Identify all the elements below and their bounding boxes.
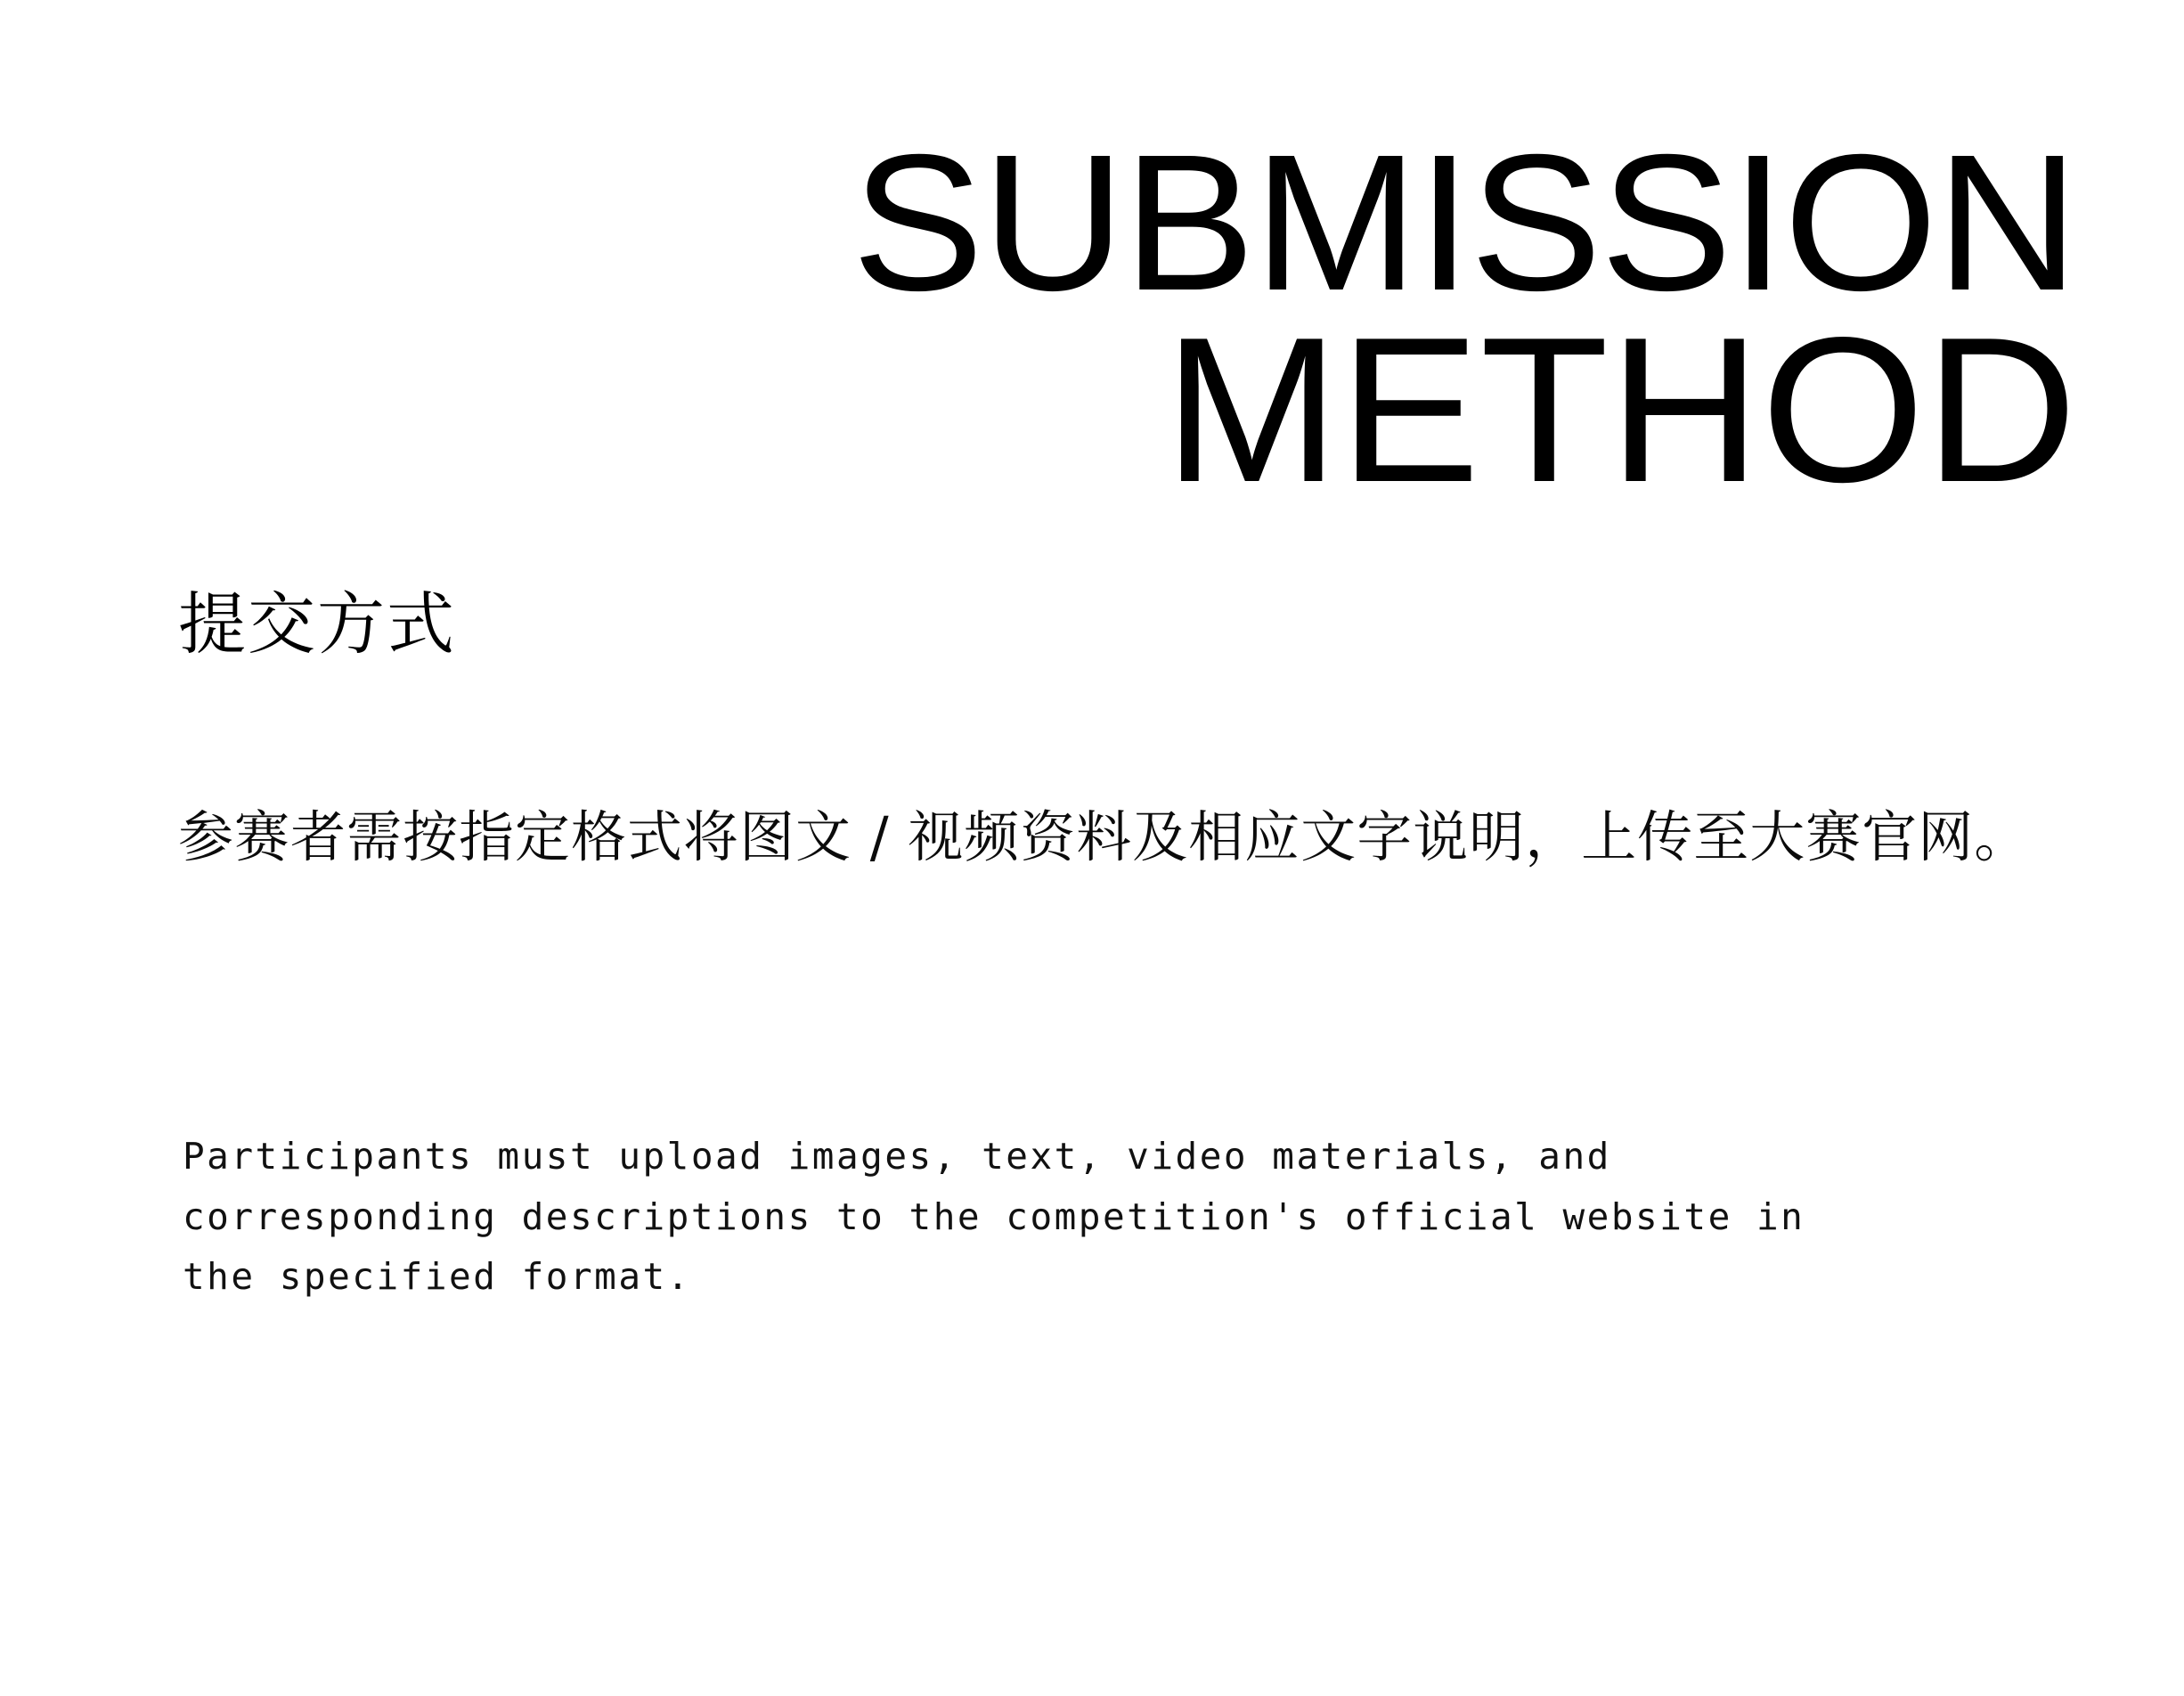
headline-line-1: SUBMISSION xyxy=(852,115,2078,331)
headline-group xyxy=(0,115,2078,526)
page-title-chinese: 提交方式 xyxy=(178,584,456,664)
headline-line-2: METHOD xyxy=(1163,294,2077,526)
body-paragraph-english: Participants must upload images, text, video materials, and corresponding descriptions to the competition's official website in the specified format. xyxy=(183,1135,1830,1299)
body-paragraph-chinese: 参赛者需按指定格式将图文 / 视频资料及相应文字说明，上传至大赛官网。 xyxy=(178,804,2031,869)
